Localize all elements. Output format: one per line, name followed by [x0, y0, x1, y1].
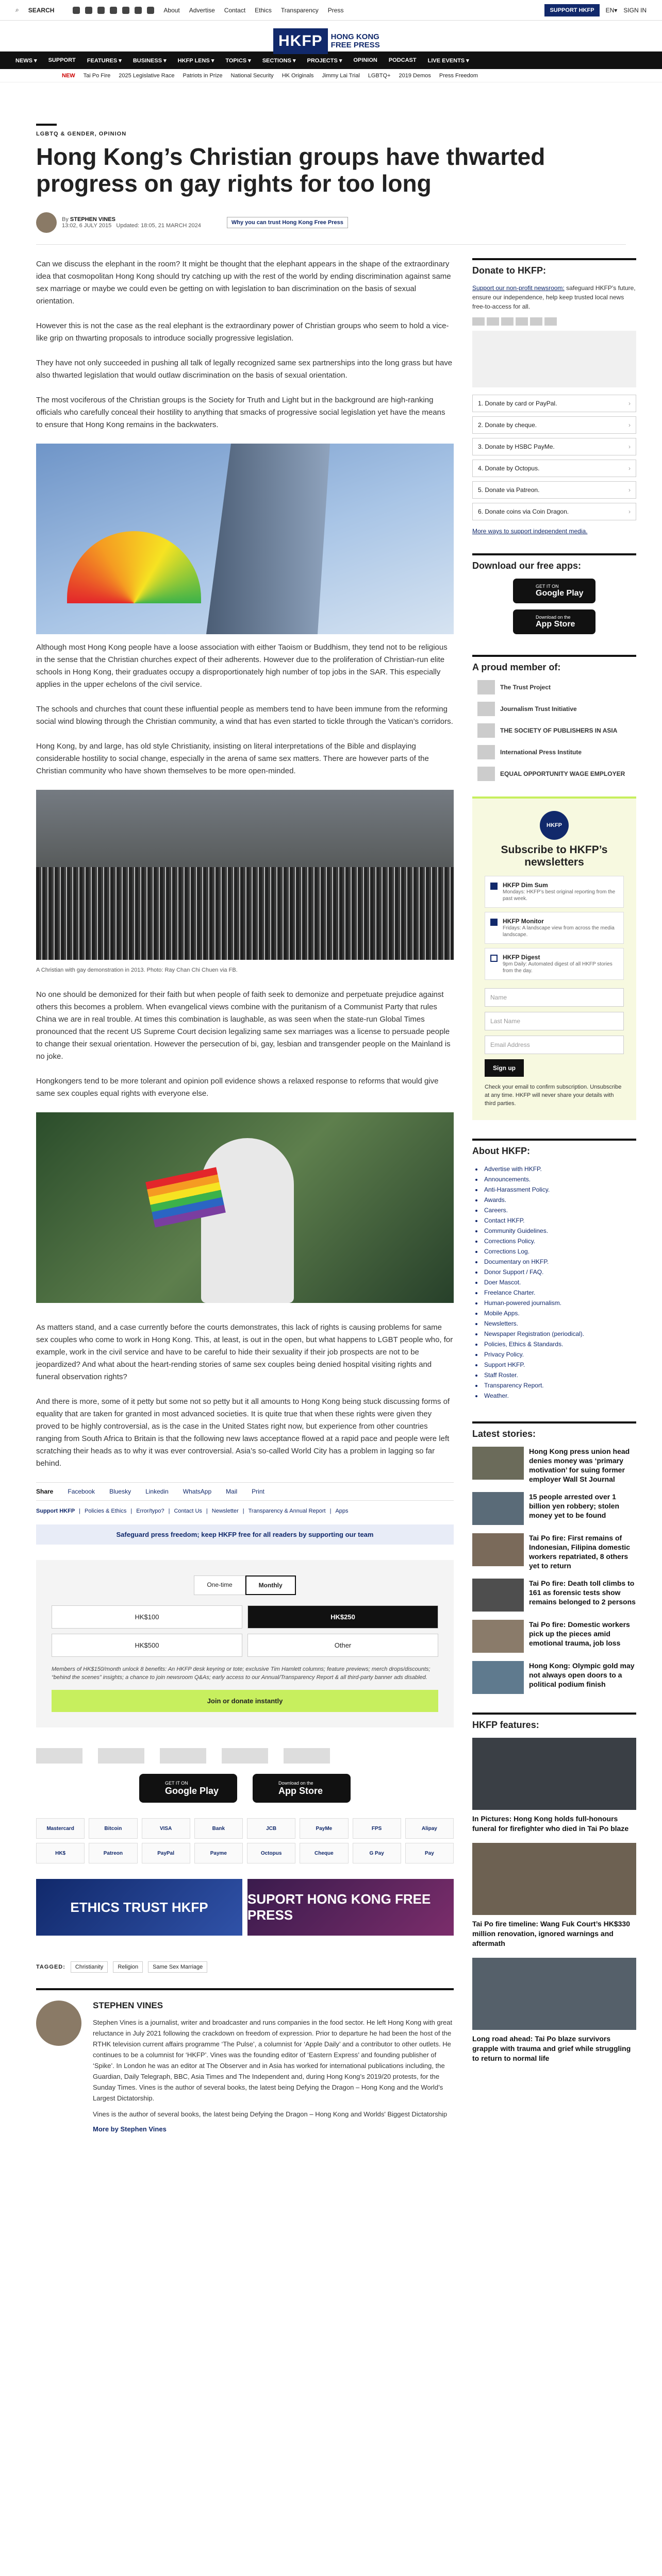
article-body	[36, 258, 454, 2134]
share-bluesky[interactable]: Bluesky	[109, 1488, 131, 1495]
newsletter-name: HKFP Dim Sum	[503, 882, 548, 889]
article-paragraph: However this is not the case as the real elephant is the extraordinary power of Christian groups who seem to hold a vice-like grip on thwarting proposals to introduce socially progressive legislation.	[36, 321, 449, 343]
author-avatar[interactable]	[36, 212, 57, 233]
payment-method: Octopus	[247, 1843, 295, 1863]
instagram-icon[interactable]	[97, 7, 105, 14]
site-logo[interactable]	[273, 28, 380, 54]
about-heading: About HKFP:	[472, 1139, 636, 1157]
main-nav	[0, 52, 662, 69]
checkbox-checked[interactable]	[490, 919, 498, 926]
donate-option[interactable]	[472, 503, 636, 520]
support-links: Support HKFP | Policies & Ethics | Error/typo? | Contact Us | Newsletter | Transparency & Annual Report | Apps	[36, 1508, 349, 1514]
card-logos	[472, 317, 636, 326]
nav-features[interactable]: FEATURES ▾	[87, 57, 122, 64]
payment-method: PayMe	[300, 1818, 348, 1839]
features-heading: HKFP features:	[472, 1713, 636, 1731]
article-paragraph: Hong Kong, by and large, has old style Christianity, insisting on literal interpretations of the Bible and displaying considerable hostility to social change, especially in the arena of same sex matters. There are however parts of the Christian community who have shown themselves to be more open-minded.	[36, 742, 429, 775]
article-paragraph: Hongkongers tend to be more tolerant and opinion poll evidence shows a relaxed response to reforms that would give same sex couples equal rights with everyone else.	[36, 1077, 439, 1098]
owe-icon	[477, 767, 495, 781]
story-thumbnail[interactable]	[472, 1533, 524, 1566]
sidebar-gp-small: GET IT ON	[536, 584, 559, 589]
tag-list	[36, 1961, 454, 1973]
apps-heading: Download our free apps:	[472, 553, 636, 571]
newsletter-option[interactable]	[485, 912, 624, 944]
feature-story[interactable]	[472, 1843, 636, 1948]
content-columns	[0, 245, 662, 2134]
about-link[interactable]: • Announcements.	[475, 1174, 636, 1184]
app-store-button[interactable]	[253, 1774, 351, 1803]
threads-icon[interactable]	[135, 7, 142, 14]
chevron-right-icon: ›	[628, 508, 631, 515]
frequency-toggle	[52, 1575, 438, 1595]
jti-icon	[477, 702, 495, 716]
payment-method: Bitcoin	[89, 1818, 137, 1839]
member-label: THE SOCIETY OF PUBLISHERS IN ASIA	[500, 727, 618, 734]
donate-option[interactable]	[472, 416, 636, 434]
new-badge: NEW	[62, 72, 75, 79]
about-link[interactable]: • Mobile Apps.	[475, 1308, 636, 1318]
latest-story[interactable]	[472, 1620, 636, 1653]
about-link[interactable]: • Awards.	[475, 1195, 636, 1205]
feature-thumbnail[interactable]	[472, 1843, 636, 1915]
app-store-small: Download on the	[278, 1780, 313, 1786]
member-label: International Press Institute	[500, 749, 582, 756]
payment-method: Mastercard	[36, 1818, 85, 1839]
search-label[interactable]: SEARCH	[28, 6, 55, 14]
top-link-contact[interactable]: Contact	[224, 6, 246, 14]
chevron-right-icon: ›	[628, 465, 631, 472]
article-paragraph: As matters stand, and a case currently before the courts demonstrates, this lack of rights is causing problems for same sex couples who come to work in Hong Kong. This, at least, is out in the open, but what happens to LGBT people who, for example, work in the civil service and have to be careful to hide their sexuality if their job prospects are not to be jeopardized? And what about the heart-rending stories of same sex couples being denied hospital visiting rights and funeral observation rights?	[36, 1323, 453, 1381]
logo-line2: FREE PRESS	[330, 41, 380, 49]
sidebar	[472, 258, 636, 2134]
email-field[interactable]: Email Address	[485, 1036, 624, 1054]
support-link[interactable]: Policies & Ethics	[85, 1508, 127, 1514]
ethics-promo[interactable]: ETHICS TRUST HKFP	[36, 1879, 242, 1936]
x-icon[interactable]	[85, 7, 92, 14]
article-paragraph: Although most Hong Kong people have a loose association with either Taoism or Buddhism, they tend not to be religious in the sense that the Christian churches expect of their adherents. However due to the proliferation of Christian-run elite schools in Hong Kong, their graduates occupy a disproportionately high number of top jobs in the SAR. This especially applies in the upper echelons of the civil service.	[36, 643, 448, 689]
top-link-ethics[interactable]: Ethics	[255, 6, 272, 14]
sign-up-button[interactable]: Sign up	[485, 1059, 524, 1077]
skyscraper-shape	[206, 444, 330, 634]
share-linkedin[interactable]: Linkedin	[145, 1488, 169, 1495]
feature-thumbnail[interactable]	[472, 1738, 636, 1810]
nav-podcast[interactable]: PODCAST	[388, 57, 417, 63]
newsletter-heading: Subscribe to HKFP’s newsletters	[501, 844, 608, 868]
nav-hkfp-lens[interactable]: HKFP LENS ▾	[177, 57, 214, 64]
member-label: EQUAL OPPORTUNITY WAGE EMPLOYER	[500, 770, 625, 777]
story-title[interactable]: Tai Po fire: Death toll climbs to 161 as forensic tests show remains belonged to 2 persons	[529, 1579, 636, 1606]
article-header	[0, 82, 662, 233]
about-link[interactable]: • Newsletters.	[475, 1318, 636, 1329]
newsletter-logo: HKFP	[540, 811, 569, 840]
latest-story[interactable]	[472, 1579, 636, 1612]
article-category[interactable]: LGBTQ & GENDER, OPINION	[36, 131, 127, 137]
social-links	[73, 7, 154, 14]
feature-story[interactable]	[472, 1958, 636, 2063]
top-link-transparency[interactable]: Transparency	[280, 6, 319, 14]
nav-topics[interactable]: TOPICS ▾	[225, 57, 251, 64]
donate-option-label: 1. Donate by card or PayPal.	[478, 400, 557, 407]
about-link[interactable]: • Contact HKFP.	[475, 1215, 636, 1226]
payment-method: VISA	[142, 1818, 190, 1839]
latest-story[interactable]	[472, 1447, 636, 1484]
top-link-press[interactable]: Press	[327, 6, 344, 14]
about-link[interactable]: • Documentary on HKFP.	[475, 1257, 636, 1267]
sidebar-app-store-button[interactable]	[513, 609, 595, 634]
feature-title[interactable]: Long road ahead: Tai Po blaze survivors grapple with trauma and grief while struggling to return to normal life	[472, 2035, 631, 2062]
one-time-option[interactable]: One-time	[194, 1575, 245, 1595]
about-link[interactable]: • Policies, Ethics & Standards.	[475, 1339, 636, 1349]
donate-option[interactable]	[472, 395, 636, 412]
byline-by: By	[62, 216, 69, 223]
share-bar	[36, 1482, 454, 1501]
payment-method: Patreon	[89, 1843, 137, 1863]
story-title[interactable]: Hong Kong: Olympic gold may not always open doors to a political podium finish	[529, 1662, 635, 1688]
facebook-icon[interactable]	[73, 7, 80, 14]
trending-item[interactable]: National Security	[230, 72, 274, 79]
checkbox[interactable]	[490, 955, 498, 962]
nav-news[interactable]: NEWS ▾	[15, 57, 37, 64]
site-header	[0, 0, 662, 52]
member-label: The Trust Project	[500, 684, 551, 691]
newsletter-desc: Mondays: HKFP’s best original reporting from the past week.	[503, 889, 616, 902]
nav-projects[interactable]: PROJECTS ▾	[307, 57, 342, 64]
donate-option-label: 6. Donate coins via Coin Dragon.	[478, 508, 569, 515]
donate-form-placeholder	[472, 331, 636, 387]
support-link[interactable]: Contact Us	[174, 1508, 202, 1514]
newsletter-name: HKFP Monitor	[503, 918, 544, 925]
about-list	[472, 1164, 636, 1401]
trust-badge[interactable]: Why you can trust Hong Kong Free Press	[227, 217, 348, 228]
trending-item[interactable]: Jimmy Lai Trial	[322, 72, 360, 79]
about-link[interactable]: • Advertise with HKFP.	[475, 1164, 636, 1174]
author-bio-books: Vines is the author of several books, the latest being Defying the Dragon – Hong Kong and Worlds' Biggest Dictatorship	[93, 2110, 448, 2118]
newsletter-signup	[472, 796, 636, 1120]
support-link[interactable]: Apps	[335, 1508, 349, 1514]
demonstration-image	[36, 790, 454, 960]
sidebar-as-small: Download on the	[536, 615, 571, 620]
article-paragraph: The schools and churches that count these influential people as members tend to have been immune from the reforming social wind blowing through the Christian community, a wind that has even started to tickle through the Vatican’s corridors.	[36, 705, 453, 726]
sopa-logo[interactable]	[160, 1748, 206, 1764]
story-thumbnail[interactable]	[472, 1447, 524, 1480]
latest-story[interactable]	[472, 1533, 636, 1570]
donate-heading: Donate to HKFP:	[472, 258, 636, 276]
sidebar-gp-label: Google Play	[536, 589, 584, 598]
logo-wordmark	[331, 33, 380, 49]
payment-method: PayPal	[142, 1843, 190, 1863]
payment-method: Alipay	[405, 1818, 454, 1839]
payment-methods-grid	[36, 1818, 454, 1863]
support-hkfp-button[interactable]: SUPPORT HKFP	[544, 4, 599, 16]
payment-method: JCB	[247, 1818, 295, 1839]
church-building-image	[36, 444, 454, 634]
newsletter-option[interactable]	[485, 948, 624, 980]
newsletter-option[interactable]	[485, 876, 624, 908]
name-field[interactable]: Name	[485, 988, 624, 1007]
story-title[interactable]: Hong Kong press union head denies money was ‘primary motivation’ for suing former employer Wall St Journal	[529, 1447, 630, 1483]
member-logos-row	[36, 1748, 454, 1764]
donate-intro-text: safeguard HKFP’s future, ensure our independence, help keep trusted local news free-to-access for all.	[472, 284, 636, 310]
story-thumbnail[interactable]	[472, 1620, 524, 1653]
more-by-author-link[interactable]: More by Stephen Vines	[93, 2125, 167, 2133]
payment-method: FPS	[353, 1818, 401, 1839]
logo-line1: HONG KONG	[330, 32, 379, 41]
latest-heading: Latest stories:	[472, 1421, 636, 1439]
donate-option-label: 3. Donate by HSBC PayMe.	[478, 443, 555, 450]
member-label: Journalism Trust Initiative	[500, 705, 577, 713]
donate-intro	[472, 283, 636, 311]
newsletter-name: HKFP Digest	[503, 954, 540, 961]
story-thumbnail[interactable]	[472, 1579, 524, 1612]
trust-project-logo[interactable]	[36, 1748, 82, 1764]
about-link[interactable]: • Donor Support / FAQ.	[475, 1267, 636, 1277]
nav-sections[interactable]: SECTIONS ▾	[262, 57, 296, 64]
more-ways-link[interactable]: More ways to support independent media.	[472, 528, 588, 535]
app-store-label: App Store	[278, 1785, 323, 1796]
story-title[interactable]: Tai Po fire: Domestic workers pick up the pieces amid emotional trauma, job loss	[529, 1620, 630, 1647]
newsletter-desc: 9pm Daily: Automated digest of all HKFP stories from the day.	[503, 961, 613, 974]
press-freedom-banner[interactable]: Safeguard press freedom; keep HKFP free for all readers by supporting our team	[36, 1524, 454, 1545]
about-link[interactable]: • Anti-Harassment Policy.	[475, 1184, 636, 1195]
checkbox-checked[interactable]	[490, 883, 498, 890]
article-paragraph: No one should be demonized for their faith but when people of faith seek to demonize and perpetuate prejudice against others this becomes a problem. When evangelical views combine with the puritanism of a Communist Party that rules China we are in real trouble. At times this combination is laughable, as was seen when the state-run Global Times pronounced that the recent US Supreme Court decision legalizing same sex marriages was a license to persuade people to change their sexual orientation. However the persecution of bi, gay, lesbian and transgender people on the Mainland is no joke.	[36, 990, 451, 1061]
author-name[interactable]: STEPHEN VINES	[70, 216, 115, 223]
about-link[interactable]: • Corrections Log.	[475, 1246, 636, 1257]
amount-options	[52, 1605, 438, 1657]
support-link[interactable]: Error/typo?	[136, 1508, 164, 1514]
google-play-label: Google Play	[165, 1785, 219, 1796]
ipi-logo[interactable]	[222, 1748, 268, 1764]
youtube-icon[interactable]	[110, 7, 117, 14]
chevron-right-icon: ›	[628, 400, 631, 407]
payment-method: G Pay	[353, 1843, 401, 1863]
tags-label: TAGGED:	[36, 1964, 65, 1970]
donate-intro-link[interactable]: Support our non-profit newsroom:	[472, 284, 565, 292]
amount-option[interactable]: HK$500	[52, 1634, 242, 1657]
feature-title[interactable]: In Pictures: Hong Kong holds full-honours funeral for firefighter who died in Tai Po blaze	[472, 1815, 629, 1833]
about-link[interactable]: • Privacy Policy.	[475, 1349, 636, 1360]
donate-option[interactable]	[472, 438, 636, 455]
google-play-small: GET IT ON	[165, 1780, 188, 1786]
sidebar-google-play-button[interactable]	[513, 579, 595, 603]
support-link[interactable]: Support HKFP	[36, 1508, 75, 1514]
trending-item[interactable]: Patriots in Prize	[183, 72, 223, 79]
trending-item[interactable]: 2025 Legislative Race	[119, 72, 175, 79]
chevron-right-icon: ›	[628, 421, 631, 429]
publish-date: 13:02, 6 JULY 2015	[62, 223, 112, 229]
story-thumbnail[interactable]	[472, 1661, 524, 1694]
trending-bar	[0, 69, 662, 82]
feature-thumbnail[interactable]	[472, 1958, 636, 2030]
article-paragraph: The most vociferous of the Christian groups is the Society for Truth and Light but in the background are high-ranking officials who carefully conceal their hostility to anything that smacks of progressive social legislation yet have the means to ensure that Hong Kong remains in the backwaters.	[36, 396, 445, 429]
article-paragraph: They have not only succeeded in pushing all talk of legally recognized same sex partnerships into the long grass but have also thwarted legislation that would outlaw discrimination on the basis of sexual orientation.	[36, 359, 453, 380]
nav-support[interactable]: SUPPORT	[48, 57, 76, 63]
donate-option[interactable]	[472, 460, 636, 477]
member-owe[interactable]	[472, 767, 636, 781]
about-link[interactable]: • Freelance Charter.	[475, 1287, 636, 1298]
jti-logo[interactable]	[98, 1748, 144, 1764]
crowd-shape	[36, 867, 454, 960]
member-benefits-note: Members of HK$150/month unlock 8 benefits: An HKFP desk keyring or tote; exclusive Tim Hamlett columns; feature previews; merch drops/discounts; “behind the scenes” insights; a chance to join newsroom Q&As; early access to our Annual/Transparency Report & all third-party banner ads disabled.	[52, 1666, 431, 1681]
kicker-rule	[36, 124, 57, 126]
member-jti[interactable]	[472, 702, 636, 716]
join-donate-button[interactable]: Join or donate instantly	[52, 1690, 438, 1712]
share-facebook[interactable]: Facebook	[68, 1488, 95, 1495]
article-title: Hong Kong’s Christian groups have thwarted progress on gay rights for too long	[36, 143, 545, 197]
language-select[interactable]: EN▾	[605, 6, 618, 14]
telegram-icon[interactable]	[122, 7, 129, 14]
feature-story[interactable]	[472, 1738, 636, 1834]
support-promo[interactable]: SUPORT HONG KONG FREE PRESS	[247, 1879, 454, 1936]
subscribe-note: Check your email to confirm subscription. Unsubscribe at any time. HKFP will never share your details with third parties.	[485, 1084, 622, 1107]
donate-option[interactable]	[472, 481, 636, 499]
latest-story[interactable]	[472, 1661, 636, 1694]
rainbow-umbrella-shape	[67, 531, 201, 603]
member-ipi[interactable]	[472, 745, 636, 759]
payment-method: Payme	[194, 1843, 243, 1863]
about-link[interactable]: • Human-powered journalism.	[475, 1298, 636, 1308]
nav-opinion[interactable]: OPINION	[353, 57, 377, 63]
share-print[interactable]: Print	[252, 1488, 264, 1495]
story-thumbnail[interactable]	[472, 1492, 524, 1525]
story-title[interactable]: Tai Po fire: First remains of Indonesian, Filipina domestic workers repatriated, 8 others yet to return	[529, 1534, 631, 1570]
chevron-right-icon: ›	[628, 486, 631, 494]
article-paragraph: Can we discuss the elephant in the room? It might be thought that the elephant appears in the shape of the extraordinary idea that cosmopolitan Hong Kong should try catching up with the rest of the world by ending discrimination against same sex marriage or maybe we could even be getting on with legislation to ban discrimination on the basis of sexual orientation.	[36, 260, 451, 306]
top-link-about[interactable]: About	[163, 6, 180, 14]
about-link[interactable]: • Staff Roster.	[475, 1370, 636, 1380]
member-trust-project[interactable]	[472, 680, 636, 694]
payment-method: Cheque	[300, 1843, 348, 1863]
support-link[interactable]: Newsletter	[211, 1508, 239, 1514]
newsletter-desc: Fridays: A landscape view from across the media landscape.	[503, 925, 615, 938]
member-heading: A proud member of:	[472, 655, 636, 673]
monthly-option[interactable]: Monthly	[245, 1575, 296, 1595]
about-link[interactable]: • Newspaper Registration (periodical).	[475, 1329, 636, 1339]
search-icon[interactable]: ⌕	[15, 6, 19, 13]
sidebar-as-label: App Store	[536, 620, 575, 629]
share-mail[interactable]: Mail	[226, 1488, 238, 1495]
share-whatsapp[interactable]: WhatsApp	[183, 1488, 212, 1495]
feature-title[interactable]: Tai Po fire timeline: Wang Fuk Court’s HK$330 million renovation, ignored warnings and aftermath	[472, 1920, 630, 1947]
amount-option-other[interactable]: Other	[247, 1634, 438, 1657]
trending-item[interactable]: 2019 Demos	[399, 72, 431, 79]
article-paragraph: And there is more, some of it petty but some not so petty but it all amounts to Hong Kong being stuck discussing forms of equality that are taken for granted in most advanced societies. It is quite true that when these rights were given they proved to be highly controversial, as is the case in the United States right now, but experience from other countries ranging from South Africa to Britain is that the following new laws acceptance flowed at a rapid pace and people were left scratching their heads as to why it was ever controversial. Asia’s so-called World City has a problem in lagging so far behind.	[36, 1397, 450, 1468]
person-shape	[201, 1138, 294, 1303]
donate-option-label: 2. Donate by cheque.	[478, 421, 537, 429]
about-link[interactable]: • Doer Mascot.	[475, 1277, 636, 1287]
trending-item[interactable]: Tai Po Fire	[83, 72, 111, 79]
author-bio: Stephen Vines is a journalist, writer and broadcaster and runs companies in the food sector. He left Hong Kong with great reluctance in July 2021 following the crackdown on freedom of expression. Prior to departure he had been the host of the RTHK television current affairs programme ‘The Pulse’, a columnist for ‘Apple Daily’ and a contributor to other outlets. He continues to be a columnist for ‘HKFP’. Vines was the founding editor of ‘Eastern Express’ and founding publisher of ‘Spike’. In London he was an editor at The Observer and in Asia has worked for international publications including, the Guardian, Daily Telegraph, BBC, Asia Times and The Independent and, during Hong Kong’s 2019/20 protests, for the Sunday Times. Vines is the author of several books, the latest being Defying the Dragon – Hong Kong and the World’s Largest Dictatorship.	[93, 2019, 453, 2102]
amount-option[interactable]: HK$100	[52, 1605, 242, 1629]
last-name-field[interactable]: Last Name	[485, 1012, 624, 1030]
image-caption: A Christian with gay demonstration in 2013. Photo: Ray Chan Chi Chuen via FB.	[36, 967, 238, 973]
story-title[interactable]: 15 people arrested over 1 billion yen robbery; stolen money yet to be found	[529, 1493, 620, 1519]
updated-date: Updated: 18:05, 21 MARCH 2024	[116, 223, 201, 229]
about-link[interactable]: • Weather.	[475, 1391, 636, 1401]
share-label: Share	[36, 1488, 54, 1495]
linkedin-icon[interactable]	[147, 7, 154, 14]
latest-story[interactable]	[472, 1492, 636, 1525]
trending-item[interactable]: Press Freedom	[439, 72, 478, 79]
nav-live-events[interactable]: LIVE EVENTS ▾	[427, 57, 469, 64]
about-link[interactable]: • Careers.	[475, 1205, 636, 1215]
chevron-right-icon: ›	[628, 443, 631, 450]
nav-business[interactable]: BUSINESS ▾	[133, 57, 167, 64]
owe-logo[interactable]	[284, 1748, 330, 1764]
member-sopa[interactable]	[472, 723, 636, 738]
donate-option-label: 5. Donate via Patreon.	[478, 486, 540, 494]
trending-item[interactable]: LGBTQ+	[368, 72, 391, 79]
google-play-button[interactable]	[139, 1774, 237, 1803]
author-avatar-large[interactable]	[36, 2001, 81, 2046]
payment-method: Bank	[194, 1818, 243, 1839]
about-link[interactable]: • Transparency Report.	[475, 1380, 636, 1391]
author-box	[36, 1988, 454, 2134]
support-link[interactable]: Transparency & Annual Report	[248, 1508, 326, 1514]
sign-in-link[interactable]: SIGN IN	[623, 6, 647, 14]
utility-bar	[0, 0, 662, 21]
byline	[36, 212, 626, 233]
amount-option-selected[interactable]: HK$250	[247, 1605, 438, 1629]
tag-item[interactable]: Christianity	[71, 1961, 108, 1973]
promo-banners	[36, 1879, 454, 1936]
payment-method: HK$	[36, 1843, 85, 1863]
author-box-name[interactable]: STEPHEN VINES	[93, 2001, 163, 2010]
sopa-icon	[477, 723, 495, 738]
payment-method: Pay	[405, 1843, 454, 1863]
trending-item[interactable]: HK Originals	[282, 72, 314, 79]
trust-project-icon	[477, 680, 495, 694]
app-store-row	[36, 1774, 454, 1803]
tag-item[interactable]: Religion	[113, 1961, 143, 1973]
about-link[interactable]: • Corrections Policy.	[475, 1236, 636, 1246]
ipi-icon	[477, 745, 495, 759]
logo-mark: HKFP	[273, 28, 328, 54]
donate-option-label: 4. Donate by Octopus.	[478, 465, 540, 472]
donate-widget	[36, 1560, 454, 1727]
pride-parade-image	[36, 1112, 454, 1303]
about-link[interactable]: • Community Guidelines.	[475, 1226, 636, 1236]
top-link-advertise[interactable]: Advertise	[189, 6, 215, 14]
about-link[interactable]: • Support HKFP.	[475, 1360, 636, 1370]
tag-item[interactable]: Same Sex Marriage	[148, 1961, 207, 1973]
